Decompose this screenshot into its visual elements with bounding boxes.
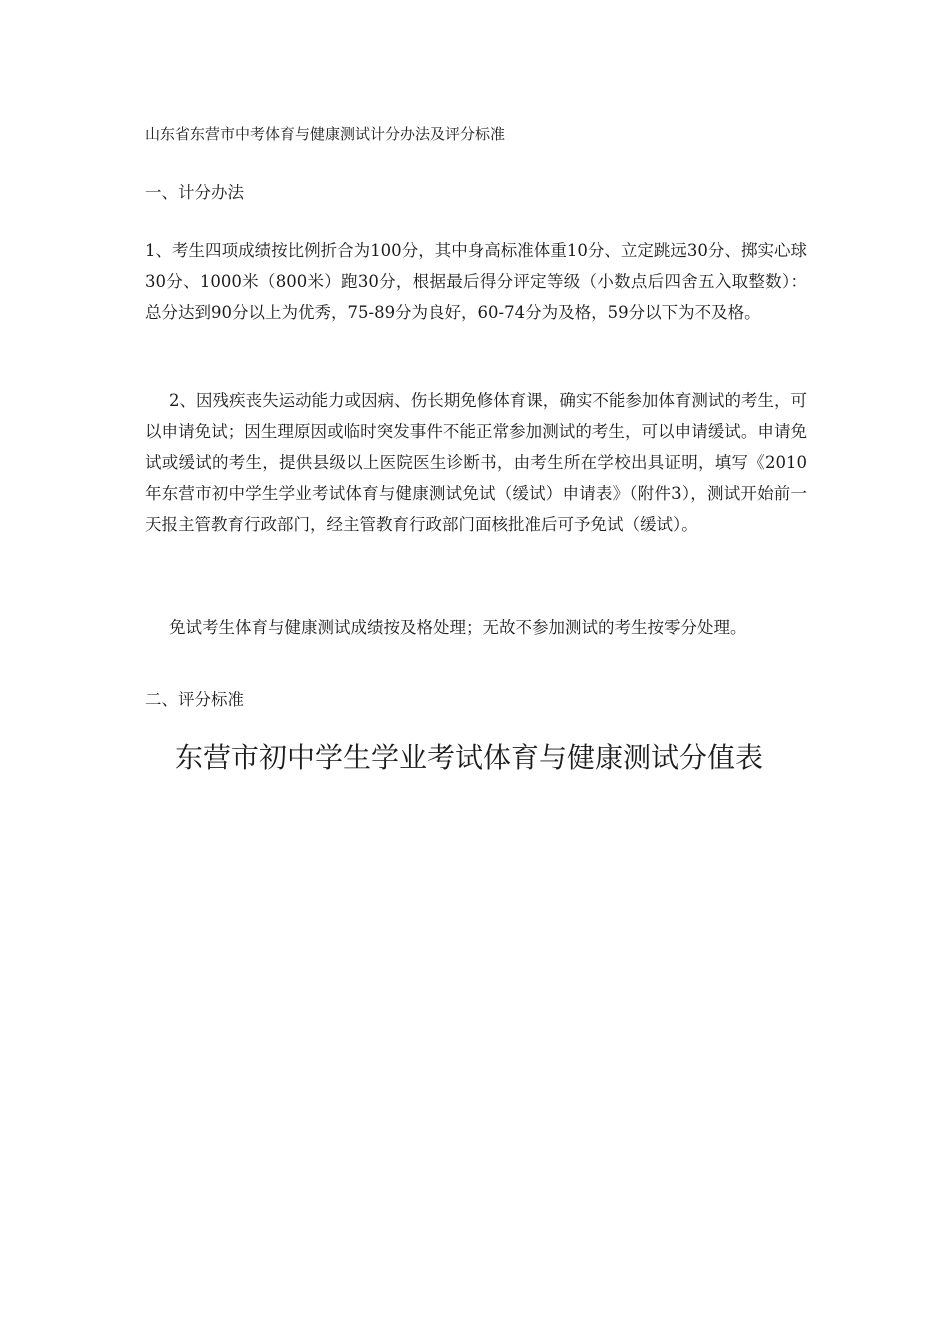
- document-title: 山东省东营市中考体育与健康测试计分办法及评分标准: [145, 125, 506, 143]
- paragraph-score-conversion: 1、考生四项成绩按比例折合为100分，其中身高标准体重10分、立定跳远30分、掷实心球30分、1000米（800米）跑30分，根据最后得分评定等级（小数点后四舍五入取整数）：总分达到90分以上为优秀，75-89分为良好，60-74分为及格，59分以下为不及格。: [145, 241, 807, 322]
- paragraph-exemption-rules: 2、因残疾丧失运动能力或因病、伤长期免修体育课，确实不能参加体育测试的考生，可以申请免试；因生理原因或临时突发事件不能正常参加测试的考生，可以申请缓试。申请免试或缓试的考生，提供县级以上医院医生诊断书，由考生所在学校出具证明，填写《2010年东营市初中学生学业考试体育与健康测试免试（缓试）申请表》（附件3），测试开始前一天报主管教育行政部门，经主管教育行政部门面核批准后可予免试（缓试）。: [145, 391, 807, 534]
- section-heading-scoring-standards: 二、评分标准: [145, 690, 244, 709]
- paragraph-exempt-scoring: 免试考生体育与健康测试成绩按及格处理；无故不参加测试的考生按零分处理。: [169, 618, 747, 637]
- section-heading-scoring-method: 一、计分办法: [145, 183, 244, 202]
- score-table-title: 东营市初中学生学业考试体育与健康测试分值表: [175, 741, 764, 774]
